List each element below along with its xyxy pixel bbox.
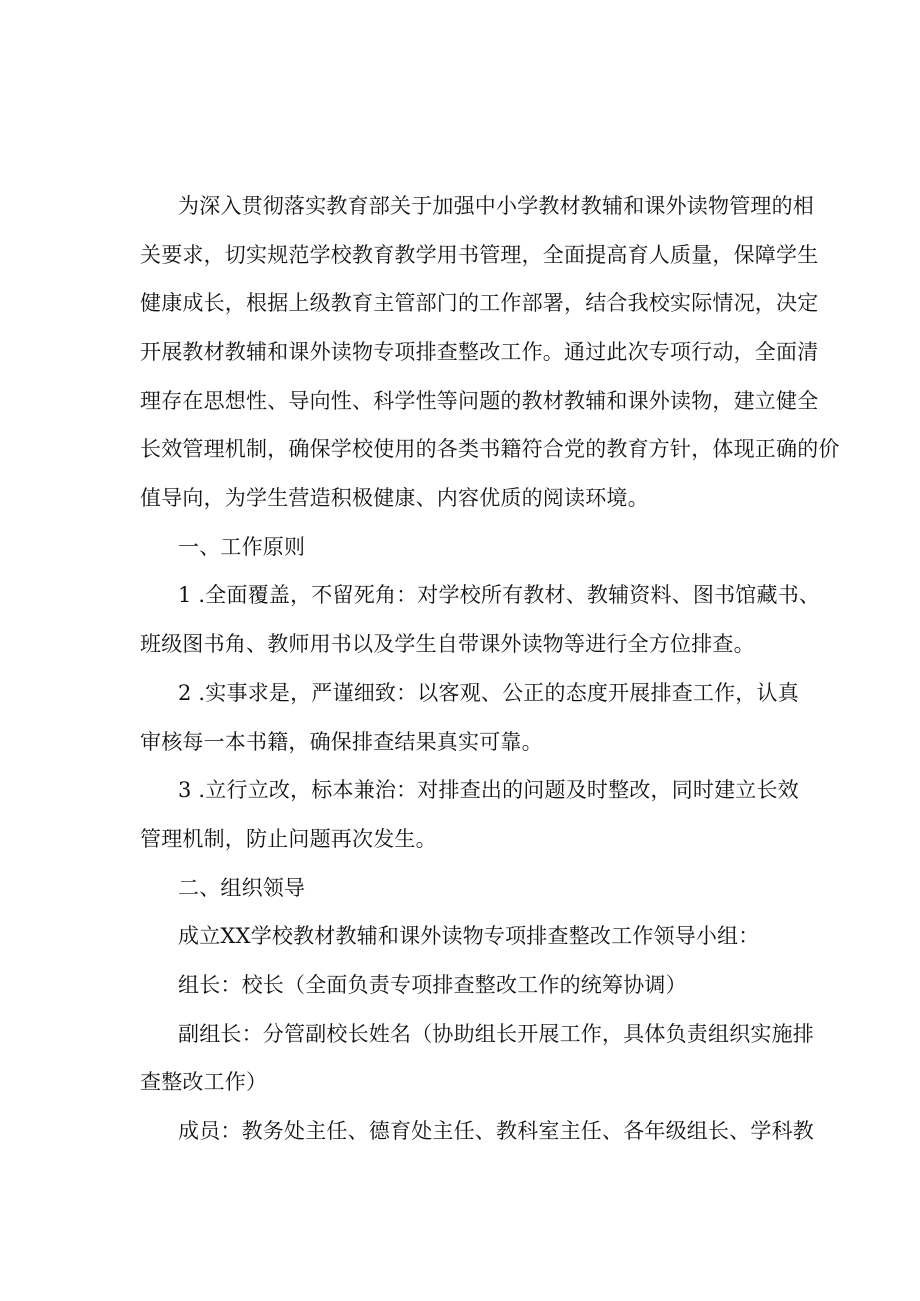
intro-line-6: 长效管理机制，确保学校使用的各类书籍符合党的教育方针，体现正确的价 — [140, 437, 840, 461]
section-heading-principles: 一、工作原则 — [178, 535, 306, 559]
principle-2-line-2: 审核每一本书籍，确保排查结果真实可靠。 — [140, 730, 543, 754]
group-deputy-line-2: 查整改工作） — [140, 1070, 268, 1094]
group-leader: 组长：校长（全面负责专项排查整改工作的统筹协调） — [178, 973, 687, 997]
intro-line-7: 值导向，为学生营造积极健康、内容优质的阅读环境。 — [140, 486, 649, 510]
group-deputy-line-1: 副组长：分管副校长姓名（协助组长开展工作，具体负责组织实施排 — [178, 1022, 814, 1046]
intro-line-3: 健康成长，根据上级教育主管部门的工作部署，结合我校实际情况，决定 — [140, 291, 819, 315]
principle-1-line-1: 1 .全面覆盖，不留死角：对学校所有教材、教辅资料、图书馆藏书、 — [178, 583, 821, 607]
intro-line-4: 开展教材教辅和课外读物专项排查整改工作。通过此次专项行动，全面清 — [140, 340, 819, 364]
principle-2-line-1: 2 .实事求是，严谨细致：以客观、公正的态度开展排查工作，认真 — [178, 681, 799, 705]
group-intro: 成立XX学校教材教辅和课外读物专项排查整改工作领导小组： — [178, 924, 760, 948]
principle-3-line-1: 3 .立行立改，标本兼治：对排查出的问题及时整改，同时建立长效 — [178, 778, 799, 802]
principle-3-line-2: 管理机制，防止问题再次发生。 — [140, 827, 437, 851]
intro-line-5: 理存在思想性、导向性、科学性等问题的教材教辅和课外读物，建立健全 — [140, 389, 819, 413]
section-heading-organization: 二、组织领导 — [178, 876, 306, 900]
intro-line-1: 为深入贯彻落实教育部关于加强中小学教材教辅和课外读物管理的相 — [178, 194, 814, 218]
group-members: 成员：教务处主任、德育处主任、教科室主任、各年级组长、学科教 — [178, 1119, 814, 1143]
intro-line-2: 关要求，切实规范学校教育教学用书管理，全面提高育人质量，保障学生 — [140, 243, 819, 267]
principle-1-line-2: 班级图书角、教师用书以及学生自带课外读物等进行全方位排查。 — [140, 632, 755, 656]
